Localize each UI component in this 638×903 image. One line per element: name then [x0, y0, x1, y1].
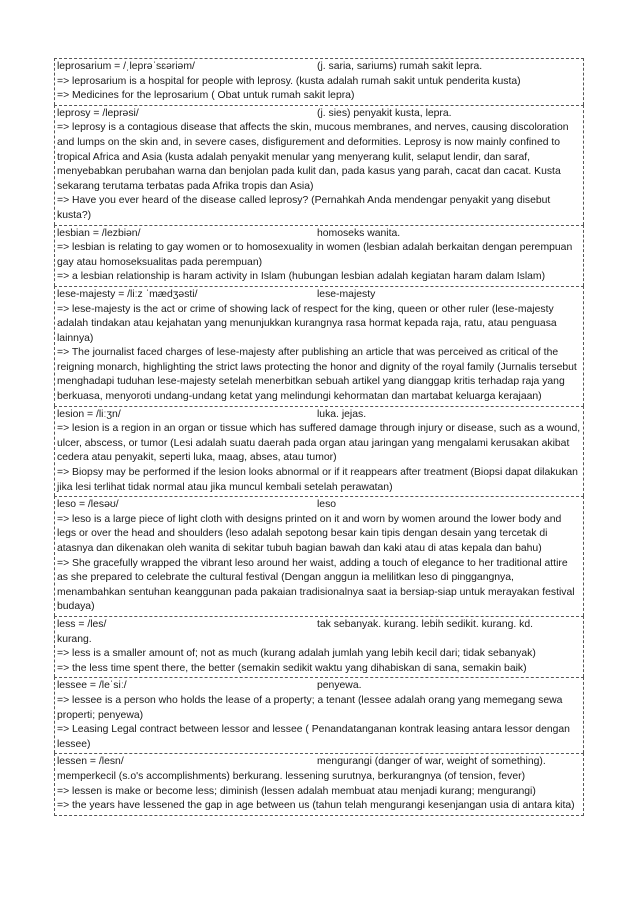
- definition-line: => leprosy is a contagious disease that affects the skin, mucous membranes, and nerves, causing discoloration and lumps on the skin and, in severe cases, disfigurement and deformities. Leprosy is now mainly confined to tropical Africa and Asia (kusta adalah penyakit menular yang menyerang kulit, selaput lendir, dan saraf, menyebabkan perubahan warna dan benjolan pada kulit dan, pada kasus yang parah, cacat dan cacat. Kusta sekarang terutama terbatas pada Afrika tropis dan Asia): [57, 122, 569, 192]
- example-line: => a lesbian relationship is haram activity in Islam (hubungan lesbian adalah kegiatan haram dalam Islam): [57, 271, 546, 283]
- dictionary-entry: [54, 105, 584, 225]
- example-line: => Biopsy may be performed if the lesion looks abnormal or if it reappears after treatment (Biopsi dapat dilakukan jika lesi terlihat tidak normal atau jika muncul kembali setelah perawatan): [57, 467, 578, 493]
- headword: lesbian = /lezbiən/: [57, 227, 141, 239]
- example-line: => Have you ever heard of the disease called leprosy? (Pernahkah Anda mendengar penyakit yang disebut kusta?): [57, 195, 551, 221]
- headword: lese-majesty = /liːz ˈmædʒəsti/: [57, 288, 198, 300]
- definition-line: => lessee is a person who holds the lease of a property; a tenant (lessee adalah orang yang memegang sewa properti; penyewa): [57, 694, 563, 721]
- translation: penyewa.: [317, 680, 362, 692]
- entry-header: [57, 618, 581, 633]
- entry-header: [57, 408, 581, 423]
- translation: leso: [317, 499, 337, 511]
- entry-header: [57, 755, 581, 770]
- translation: mengurangi (danger of war, weight of something).: [317, 756, 546, 768]
- translation: lese-majesty: [317, 288, 376, 300]
- dictionary-entry: [54, 753, 584, 815]
- dictionary-entry: [54, 225, 584, 286]
- headword: less = /les/: [57, 618, 107, 630]
- dictionary-entry: [54, 286, 584, 406]
- dictionary-entry: [54, 406, 584, 497]
- definition-line: => less is a smaller amount of; not as much (kurang adalah jumlah yang lebih kecil dari; tidak sebanyak): [57, 648, 536, 660]
- translation: (j. sies) penyakit kusta, lepra.: [317, 107, 452, 119]
- example-line: => She gracefully wrapped the vibrant leso around her waist, adding a touch of elegance to her traditional attire as she prepared to celebrate the cultural festival (Dengan anggun ia melilitkan leso di pinggangnya, menambahkan sentuhan keanggunan pada pakaian tradisionalnya saat ia bersiap-siap untuk merayakan festival budaya): [57, 557, 575, 613]
- example-line: => Medicines for the leprosarium ( Obat untuk rumah sakit lepra): [57, 90, 355, 102]
- translation: homoseks wanita.: [317, 227, 401, 239]
- entry-header: [57, 60, 581, 75]
- entry-header: [57, 498, 581, 513]
- translation-continued: memperkecil (s.o's accomplishments) berkurang. lessening surutnya, berkurangnya (of tension, fever): [57, 770, 526, 782]
- entry-header: [57, 107, 581, 122]
- entry-header: [57, 288, 581, 303]
- dictionary-page: [54, 58, 584, 816]
- definition-line: => leprosarium is a hospital for people with leprosy. (kusta adalah rumah sakit untuk penderita kusta): [57, 75, 521, 87]
- translation: tak sebanyak. kurang. lebih sedikit. kurang. kd.: [317, 618, 534, 630]
- dictionary-entry: [54, 616, 584, 677]
- translation-continued: kurang.: [57, 633, 92, 645]
- definition-line: => leso is a large piece of light cloth with designs printed on it and worn by women around the lower body and legs or over the head and shoulders (leso adalah sepotong besar kain tipis dengan desain yang tercetak di atasnya dan dikenakan oleh wanita di sekitar tubuh bagian bawah dan kaki atau di atas kepala dan bahu): [57, 513, 562, 554]
- dictionary-entry: [54, 58, 584, 105]
- headword: leprosy = /leprəsi/: [57, 107, 139, 119]
- definition-line: => lessen is make or become less; diminish (lessen adalah membuat atau menjadi kurang; mengurangi): [57, 785, 536, 797]
- headword: leprosarium = /ˌleprəˈsɛəriəm/: [57, 61, 195, 72]
- example-line: => the less time spent there, the better (semakin sedikit waktu yang dihabiskan di sana, semakin baik): [57, 662, 527, 674]
- headword: lessen = /lesn/: [57, 756, 124, 768]
- translation: luka. jejas.: [317, 408, 367, 420]
- headword: lesion = /liːʒn/: [57, 408, 121, 420]
- headword: leso = /lesəʊ/: [57, 499, 119, 511]
- definition-line: => lesion is a region in an organ or tissue which has suffered damage through injury or disease, such as a wound, ulcer, abscess, or tumor (Lesi adalah suatu daerah pada organ atau jaringan yang mengalami kerusakan akibat cedera atau penyakit, seperti luka, maag, abses, atau tumor): [57, 423, 581, 464]
- example-line: => Leasing Legal contract between lessor and lessee ( Penandatanganan kontrak leasing antara lessor dengan lessee): [57, 724, 570, 750]
- example-line: => The journalist faced charges of lese-majesty after publishing an article that was perceived as critical of the reigning monarch, highlighting the strict laws protecting the honor and dignity of the royal family (Jurnalis tersebut menghadapi tuduhan lese-majesty setelah menerbitkan sebuah artikel yang dianggap kritis terhadap raja yang berkuasa, menyoroti undang-undang ketat yang melindungi kehormatan dan martabat keluarga kerajaan): [57, 347, 577, 403]
- headword: lessee = /leˈsiː/: [57, 680, 127, 692]
- dictionary-entry: [54, 677, 584, 753]
- entry-header: [57, 679, 581, 694]
- definition-line: => lese-majesty is the act or crime of showing lack of respect for the king, queen or other ruler (lese-majesty adalah tindakan atau kejahatan yang menunjukkan kurangnya rasa hormat kepada raja, ratu, atau penguasa lainnya): [57, 303, 557, 344]
- definition-line: => lesbian is relating to gay women or to homosexuality in women (lesbian adalah berkaitan dengan perempuan gay atau homoseksualitas pada perempuan): [57, 242, 573, 268]
- dictionary-entry: [54, 496, 584, 616]
- entry-header: [57, 227, 581, 242]
- example-line: => the years have lessened the gap in age between us (tahun telah mengurangi kesenjangan usia di antara kita): [57, 800, 575, 812]
- translation: (j. saria, sariums) rumah sakit lepra.: [317, 61, 483, 72]
